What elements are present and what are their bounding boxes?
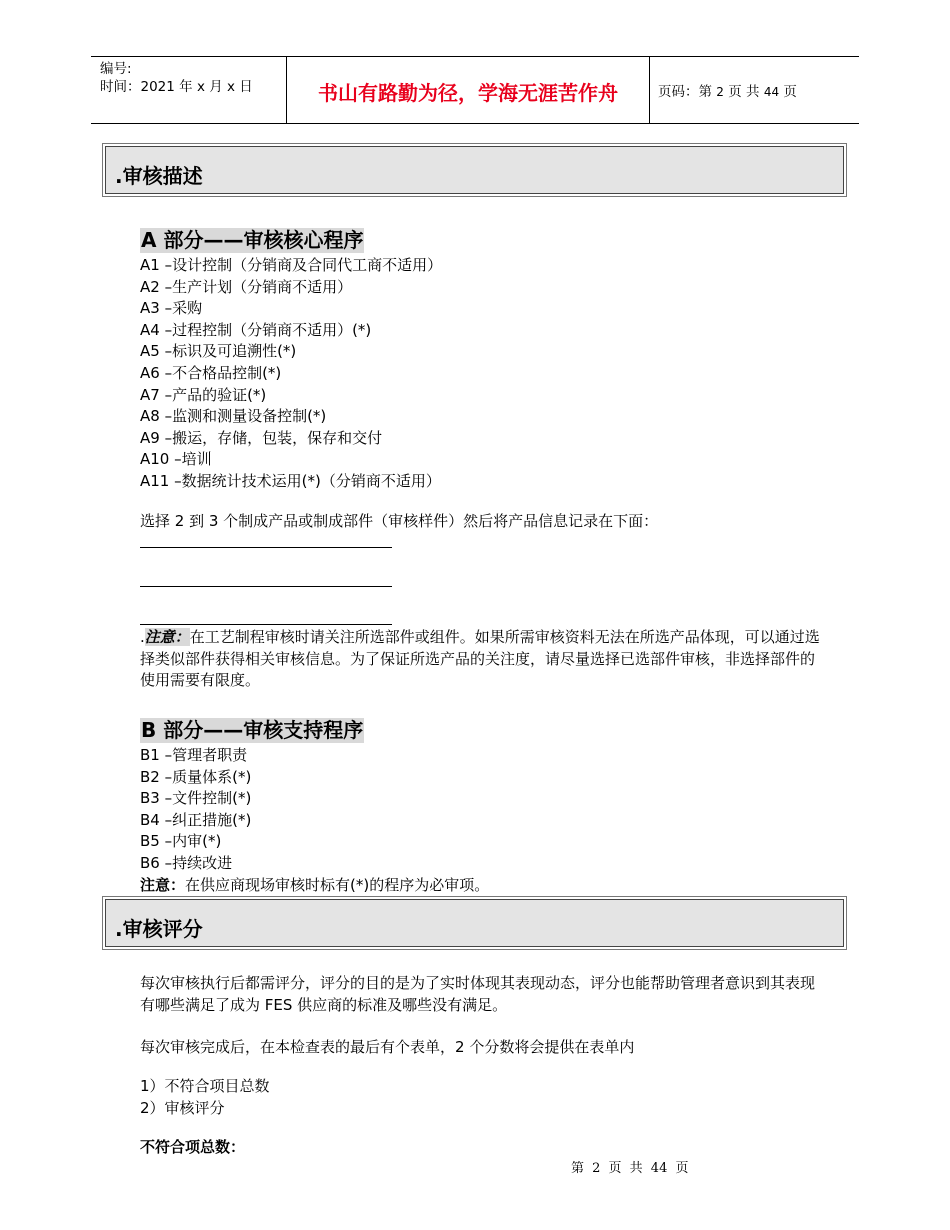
blank-line <box>140 586 392 587</box>
page-total: 44 <box>763 85 780 99</box>
list-item: A8 –监测和测量设备控制(*) <box>140 407 327 426</box>
list-item: B2 –质量体系(*) <box>140 767 252 786</box>
header-motto: 书山有路勤为径，学海无涯苦作舟 <box>318 81 618 105</box>
section-title: .审核描述 <box>115 164 203 188</box>
list-item: B5 –内审(*) <box>140 832 222 850</box>
note-paragraph <box>140 627 820 692</box>
select-instruction: 选择 2 到 3 个制成产品或制成部件（审核样件）然后将产品信息记录在下面： <box>140 512 659 530</box>
page-suffix: 页 <box>783 84 797 100</box>
list-item: B3 –文件控制(*) <box>140 789 252 807</box>
list-item: A6 –不合格品控制(*) <box>140 364 282 382</box>
list-item: A11 –数据统计技术运用(*)（分销商不适用） <box>140 472 441 490</box>
nc-total-heading: 不符合项总数： <box>140 1138 246 1156</box>
note-prefix: . <box>140 628 145 646</box>
list-item: A5 –标识及可追溯性(*) <box>140 342 297 361</box>
section-audit-scoring <box>102 896 847 950</box>
blank-line <box>140 624 392 625</box>
list-item: B4 –纠正措施(*) <box>140 810 252 829</box>
blank-line <box>140 547 392 548</box>
section-title: .审核评分 <box>115 917 203 941</box>
list-item: 1）不符合项目总数 <box>140 1077 270 1095</box>
list-item: A4 –过程控制（分销商不适用）(*) <box>140 320 372 339</box>
header-divider <box>649 57 650 123</box>
list-item: 2）审核评分 <box>140 1099 225 1117</box>
section-audit-description <box>102 143 847 197</box>
part-a-title: A 部分——审核核心程序 <box>141 228 364 252</box>
part-b-title: B 部分——审核支持程序 <box>141 718 364 742</box>
list-item: A9 –搬运，存储，包装，保存和交付 <box>140 428 383 447</box>
list-item: B6 –持续改进 <box>140 853 233 872</box>
list-item: B1 –管理者职责 <box>140 746 248 764</box>
list-item: A3 –采购 <box>140 299 203 318</box>
list-item: A1 –设计控制（分销商及合同代工商不适用） <box>140 256 443 274</box>
note-label: 注意： <box>140 876 186 894</box>
page-number: 2 <box>716 85 724 99</box>
page-header <box>91 56 859 124</box>
list-item: A2 –生产计划（分销商不适用） <box>140 277 353 296</box>
header-meta <box>100 60 253 96</box>
header-page-info <box>658 80 797 100</box>
scoring-paragraph: 每次审核完成后，在本检查表的最后有个表单，2 个分数将会提供在表单内 <box>140 1038 635 1056</box>
page-mid: 页 共 <box>728 84 760 100</box>
scoring-paragraph: 每次审核执行后都需评分，评分的目的是为了实时体现其表现动态，评分也能帮助管理者意识到其表现有哪些满足了成为 FES 供应商的标准及哪些没有满足。 <box>140 974 816 1014</box>
note-text: 在工艺制程审核时请关注所选部件或组件。如果所需审核资料无法在所选产品体现，可以通过选择类似部件获得相关审核信息。为了保证所选产品的关注度，请尽量选择已选部件审核，非选择部件的使用需要有限度。 <box>140 628 820 689</box>
time-label: 时间：2021 年 x 月 x 日 <box>100 79 253 95</box>
list-item: A10 –培训 <box>140 450 212 469</box>
number-label: 编号: <box>100 61 132 77</box>
page-footer: 第 2 页 共 44 页 <box>571 1161 689 1176</box>
page-prefix: 页码：第 <box>658 84 712 100</box>
mandatory-note <box>140 875 489 896</box>
list-item: A7 –产品的验证(*) <box>140 385 267 404</box>
note-label: 注意： <box>144 628 190 646</box>
note-text: 在供应商现场审核时标有(*)的程序为必审项。 <box>185 876 490 894</box>
